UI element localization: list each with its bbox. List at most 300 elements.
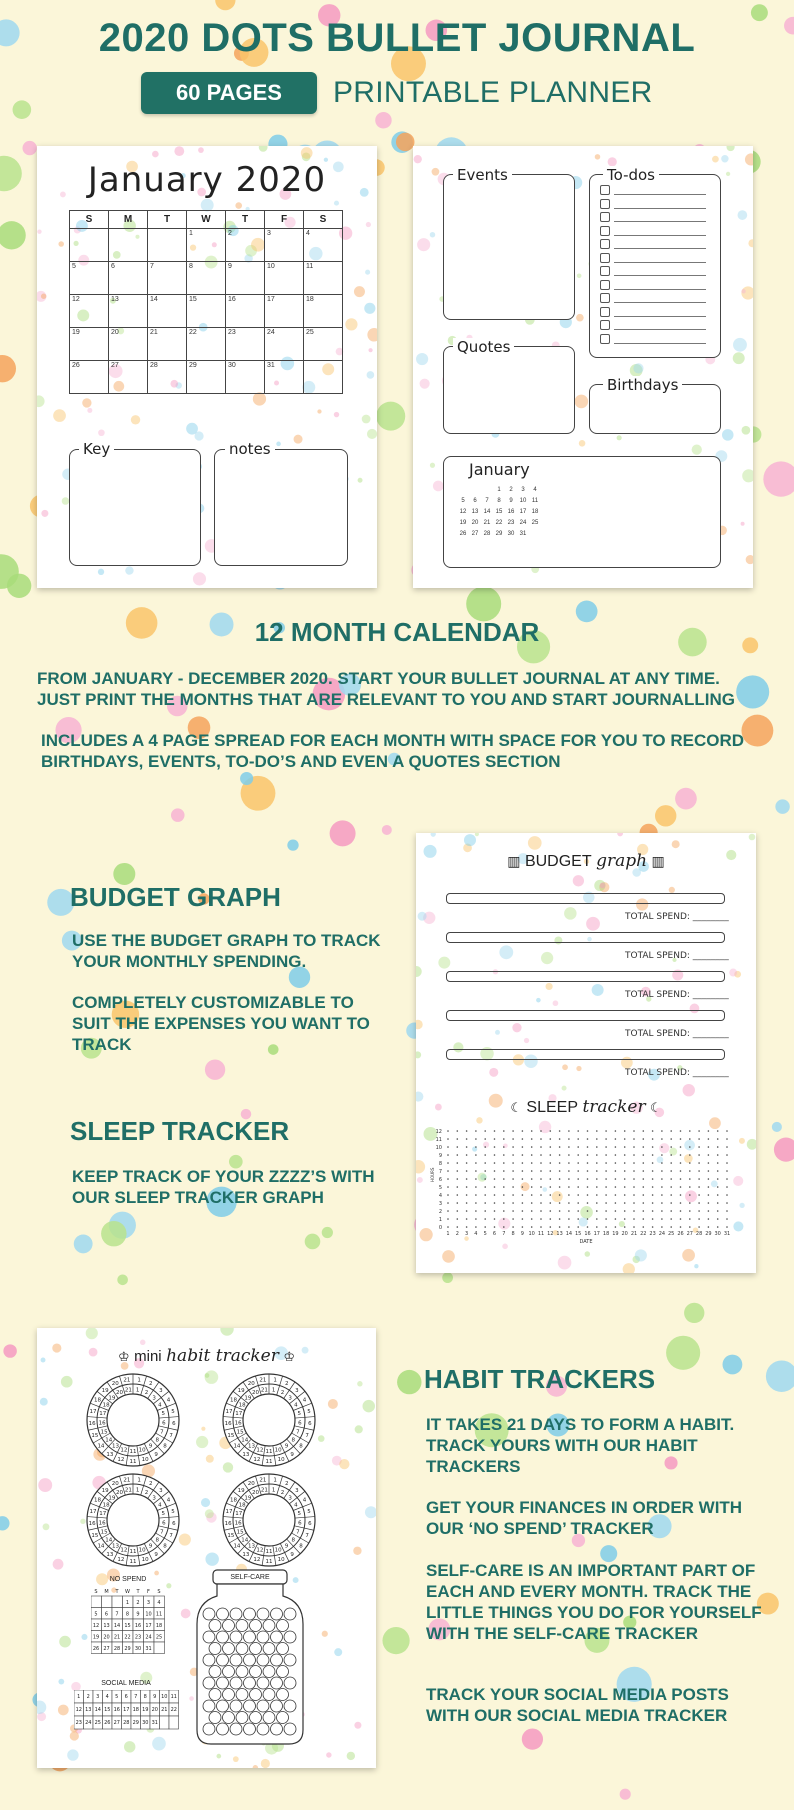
sleep-grid-dot [475,1162,477,1164]
calendar-day: 12 [70,295,109,328]
confetti-dot [620,1789,631,1800]
self-care-bubble [236,1689,248,1701]
sleep-x-tick: 25 [668,1231,675,1237]
sleep-grid-dot [447,1226,449,1228]
sleep-grid-dot [559,1170,561,1172]
confetti-dot [287,839,298,850]
sleep-grid-dot [568,1146,570,1148]
self-care-bubble [250,1712,262,1724]
ring-day-number: 10 [141,1557,149,1564]
social-media-label: SOCIAL MEDIA [101,1680,151,1687]
sleep-grid-dot [605,1194,607,1196]
sleep-grid-dot [717,1218,719,1220]
sleep-grid-dot [577,1194,579,1196]
sleep-x-tick: 27 [686,1231,693,1237]
sleep-grid-dot [568,1130,570,1132]
sleep-grid-dot [457,1210,459,1212]
confetti-dot [723,1355,743,1375]
sleep-grid-dot [661,1202,663,1204]
sleep-grid-dot [484,1194,486,1196]
sleep-grid-dot [689,1194,691,1196]
ring-day-number: 16 [234,1420,242,1427]
page-dot [635,1249,647,1261]
ring-day-number: 19 [101,1387,109,1394]
sleep-grid-dot [475,1186,477,1188]
ring-day-number: 12 [120,1447,128,1454]
sleep-grid-dot [680,1202,682,1204]
social-media-day: 28 [123,1720,130,1726]
sleep-grid-dot [661,1186,663,1188]
no-spend-weekday: T [136,1589,140,1595]
confetti-dot [774,1138,794,1162]
calendar-day [70,229,109,262]
sleep-grid-dot [680,1218,682,1220]
sleep-grid-dot [726,1178,728,1180]
sleep-grid-dot [661,1138,663,1140]
ring-day-number: 14 [97,1443,105,1450]
page-dot [334,1648,342,1656]
confetti-dot [215,0,235,10]
ring-day-number: 17 [99,1411,107,1418]
no-spend-cell [112,1596,123,1608]
todo-line [614,194,706,195]
habit-title-b: habit tracker [166,1346,279,1366]
sleep-grid-dot [624,1162,626,1164]
sleep-grid-dot [670,1138,672,1140]
sleep-grid-dot [484,1170,486,1172]
page-dot [416,1020,423,1029]
social-media-day: 17 [123,1707,130,1713]
sleep-grid-dot [559,1146,561,1148]
confetti-dot [675,788,697,810]
sleep-grid-dot [577,1146,579,1148]
sleep-grid-dot [615,1210,617,1212]
sleep-grid-dot [447,1154,449,1156]
sleep-grid-dot [670,1218,672,1220]
sleep-y-tick: 12 [435,1129,442,1135]
confetti-dot [522,1728,543,1749]
sleep-grid-dot [447,1186,449,1188]
sleep-grid-dot [652,1194,654,1196]
sleep-grid-dot [559,1138,561,1140]
no-spend-day: 2 [136,1600,140,1606]
mini-day: 4 [533,486,537,493]
ring-day-number: 10 [274,1447,282,1454]
ring-day-number: 6 [162,1520,166,1527]
sleep-grid-dot [466,1218,468,1220]
page-dot [575,395,589,409]
no-spend-day: 9 [136,1611,140,1618]
sleep-grid-dot [577,1186,579,1188]
ring-day-number: 5 [171,1508,175,1515]
no-spend-day: 22 [124,1634,131,1641]
sleep-grid-dot [568,1194,570,1196]
confetti-dot [171,808,185,822]
sleep-grid-dot [568,1210,570,1212]
sleep-grid-dot [633,1186,635,1188]
page-dot [558,1256,572,1270]
confetti-dot [397,1370,421,1394]
page-dot [528,836,542,850]
sleep-grid-dot [605,1202,607,1204]
sleep-grid-dot [605,1210,607,1212]
self-care-bubble [244,1723,256,1735]
social-media-day: 16 [113,1707,120,1713]
sleep-grid-dot [550,1138,552,1140]
calendar-day: 30 [226,361,265,394]
page-dot [367,371,375,379]
total-spend-label: TOTAL SPEND: ________ [625,1029,729,1039]
ring-day-number: 20 [247,1381,255,1388]
page-dot [193,572,206,585]
ring-day-number: 5 [307,1408,311,1415]
sleep-grid-dot [708,1170,710,1172]
page-dot [416,1051,421,1058]
events-label: Events [453,166,512,184]
ring-day-number: 15 [100,1429,108,1436]
page-dot [600,883,606,889]
page-dot [276,442,281,447]
ring-day-number: 10 [274,1547,282,1554]
ring-day-number: 5 [297,1511,301,1518]
sleep-grid-dot [577,1162,579,1164]
sleep-grid-dot [522,1138,524,1140]
quotes-box [443,346,575,434]
mini-day: 2 [509,486,513,493]
ring-day-number: 6 [172,1421,176,1428]
weekday-header: S [304,211,343,229]
sleep-grid-dot [484,1146,486,1148]
sleep-grid-dot [550,1202,552,1204]
page-dot [722,429,734,441]
sleep-grid-dot [466,1226,468,1228]
page-dot [235,202,242,209]
ring-day-number: 3 [295,1387,299,1394]
ring-day-number: 9 [154,1451,158,1458]
calendar-day: 6 [109,262,148,295]
self-care-bubble [271,1608,283,1620]
ring-day-number: 16 [234,1520,242,1527]
sleep-x-tick: 28 [695,1231,703,1237]
sleep-grid-dot [717,1186,719,1188]
calendar-day: 4 [304,229,343,262]
sleep-grid-dot [605,1162,607,1164]
self-care-bubble [209,1620,221,1632]
ring-day-number: 21 [123,1377,131,1384]
sleep-grid-dot [531,1170,533,1172]
mini-day: 17 [519,508,527,515]
sleep-grid-dot [503,1202,505,1204]
calendar-day: 21 [148,328,187,361]
sleep-grid-dot [577,1178,579,1180]
sleep-grid-dot [670,1170,672,1172]
monthly-spread-preview [413,146,753,588]
page-dot [253,392,266,405]
confetti-dot [205,1060,225,1080]
habit-tracker-page-preview [37,1328,376,1768]
sleep-grid-dot [475,1130,477,1132]
sleep-grid-dot [698,1210,700,1212]
habit-paragraph-3: SELF-CARE IS AN IMPORTANT PART OF EACH AND EVERY MONTH. TRACK THE LITTLE THINGS YOU DO FOR YOURSELF WITH THE SELF-CARE TRACKER [426,1561,762,1643]
calendar-day: 18 [304,295,343,328]
sleep-x-tick: 20 [621,1231,628,1237]
self-care-bubble [230,1677,242,1689]
ring-day-number: 16 [224,1521,232,1528]
sleep-grid-dot [596,1226,598,1228]
no-spend-day: 31 [145,1646,152,1652]
calendar-day [304,361,343,394]
ring-day-number: 9 [290,1451,294,1458]
sleep-grid-dot [522,1146,524,1148]
sleep-grid-dot [503,1130,505,1132]
mini-day: 18 [531,508,539,515]
sleep-grid-dot [540,1210,542,1212]
sleep-grid-dot [643,1226,645,1228]
self-care-bubble [230,1654,242,1666]
sleep-grid-dot [652,1162,654,1164]
sleep-grid-dot [466,1170,468,1172]
social-media-day: 1 [77,1694,81,1700]
sleep-grid-dot [726,1226,728,1228]
ring-day-number: 19 [237,1487,245,1494]
no-spend-day: 18 [155,1623,163,1629]
sleep-grid-dot [624,1210,626,1212]
page-dot [59,1636,71,1648]
sleep-grid-dot [708,1146,710,1148]
self-care-bubble [209,1712,221,1724]
ring-day-number: 9 [148,1543,153,1550]
sleep-grid-dot [633,1170,635,1172]
sleep-grid-dot [550,1186,552,1188]
social-media-day: 4 [105,1694,109,1700]
sleep-title-b: tracker [582,1097,646,1117]
mini-week [457,495,541,506]
ring-day-number: 15 [100,1529,108,1536]
ring-day-number: 3 [295,1487,299,1494]
page-dot [562,1086,567,1091]
ring-day-number: 14 [233,1443,241,1450]
sleep-grid-dot [587,1154,589,1156]
self-care-bubble [263,1712,275,1724]
sleep-grid-dot [717,1146,719,1148]
self-care-bubble [244,1654,256,1666]
sleep-grid-dot [457,1170,459,1172]
ring-day-number: 8 [155,1437,159,1444]
sleep-grid-dot [596,1178,598,1180]
sleep-grid-dot [670,1194,672,1196]
calendar-day: 22 [187,328,226,361]
ring-day-number: 16 [88,1521,96,1528]
ring-day-number: 17 [235,1511,243,1518]
ring-day-number: 18 [93,1397,101,1404]
sleep-x-tick: 22 [640,1231,647,1237]
sleep-grid-dot [605,1130,607,1132]
pages-badge: 60 PAGES [141,72,317,114]
sleep-grid-dot [615,1218,617,1220]
self-care-bubble [223,1620,235,1632]
self-care-bubble [244,1700,256,1712]
page-dot [495,1030,500,1035]
todo-line [614,262,706,263]
sleep-grid-dot [577,1170,579,1172]
sleep-grid-dot [633,1226,635,1228]
mini-day [469,484,481,495]
sleep-grid-dot [550,1146,552,1148]
page-dot [354,1722,361,1729]
sleep-heading: SLEEP TRACKER [70,1116,290,1146]
sleep-grid-dot [624,1130,626,1132]
sleep-grid-dot [577,1202,579,1204]
todo-checkbox [600,293,610,303]
sleep-grid-dot [512,1226,514,1228]
sleep-grid-dot [680,1194,682,1196]
ring-day-number: 14 [241,1537,249,1544]
sleep-x-tick: 10 [528,1231,535,1237]
sleep-grid-dot [447,1146,449,1148]
sleep-grid-dot [689,1178,691,1180]
ring-day-number: 18 [229,1497,237,1504]
sleep-grid-dot [540,1218,542,1220]
sleep-grid-dot [652,1210,654,1212]
todo-line [614,248,706,249]
self-care-bubble [217,1654,229,1666]
budget-paragraph-1: USE THE BUDGET GRAPH TO TRACK YOUR MONTHLY SPENDING. [72,931,381,971]
ring-day-number: 12 [120,1547,128,1554]
ring-day-number: 4 [294,1402,298,1409]
sleep-grid-dot [531,1226,533,1228]
ring-day-number: 6 [298,1520,302,1527]
sleep-grid-dot [577,1218,579,1220]
page-dot [367,328,377,342]
sleep-grid-dot [587,1138,589,1140]
self-care-bubble [223,1689,235,1701]
sleep-x-tick: 5 [483,1231,487,1237]
ring-day-number: 3 [159,1487,163,1494]
sleep-grid-dot [457,1138,459,1140]
page-dot [577,273,582,278]
sleep-y-tick: 8 [438,1161,442,1167]
self-care-bubble [244,1608,256,1620]
sleep-title [416,1097,756,1117]
mini-day: 14 [483,508,491,515]
ring-day-number: 20 [111,1481,119,1488]
page-dot [365,270,370,275]
no-spend-day: 20 [103,1634,110,1641]
sleep-grid-dot [475,1202,477,1204]
ring-day-number: 17 [89,1508,97,1515]
page-dot [368,348,372,352]
sleep-y-tick: 11 [435,1137,442,1143]
sleep-grid-dot [568,1226,570,1228]
sleep-grid-dot [708,1186,710,1188]
sleep-grid-dot [475,1194,477,1196]
sleep-y-tick: 3 [438,1201,442,1207]
social-media-day: 6 [124,1694,128,1700]
ring-day-number: 13 [242,1551,250,1558]
mini-day: 11 [531,497,539,504]
sleep-grid-dot [596,1210,598,1212]
ring-day-number: 15 [227,1532,235,1539]
mini-day: 21 [483,519,491,526]
page-dot [37,229,41,233]
sleep-grid-dot [531,1162,533,1164]
ring-day-number: 15 [91,1432,99,1439]
sleep-grid-dot [615,1202,617,1204]
sleep-grid-dot [587,1226,589,1228]
sleep-grid-dot [466,1138,468,1140]
no-spend-day: 21 [113,1634,121,1641]
sleep-grid-dot [661,1218,663,1220]
sleep-grid-dot [577,1210,579,1212]
calendar-day: 2 [226,229,265,262]
page-dot [553,1000,559,1006]
habit-paragraph-4: TRACK YOUR SOCIAL MEDIA POSTS WITH OUR SOCIAL MEDIA TRACKER [426,1685,729,1725]
sleep-grid-dot [624,1146,626,1148]
confetti-dot [766,1360,794,1392]
ring-day-number: 21 [260,1387,268,1394]
sleep-grid-dot [652,1154,654,1156]
sleep-grid-dot [466,1202,468,1204]
weekday-header: M [109,211,148,229]
page-dot [417,1177,423,1183]
sleep-grid-dot [670,1130,672,1132]
social-media-day: 11 [170,1694,177,1700]
sleep-grid-dot [447,1170,449,1172]
page-dot [414,155,422,163]
confetti-dot [382,1627,409,1654]
page-title: 2020 DOTS BULLET JOURNAL [98,16,696,60]
sleep-grid-dot [550,1170,552,1172]
sleep-x-tick: 30 [714,1231,721,1237]
ring-day-number: 7 [296,1429,300,1436]
sleep-grid-dot [633,1146,635,1148]
sleep-grid-dot [447,1162,449,1164]
page-dot [475,833,479,836]
sleep-grid-dot [457,1186,459,1188]
sleep-grid-dot [605,1186,607,1188]
sleep-grid-dot [531,1154,533,1156]
notes-box [214,449,348,566]
sleep-grid-dot [680,1162,682,1164]
budget-paragraph-2: COMPLETELY CUSTOMIZABLE TO SUIT THE EXPENSES YOU WANT TO TRACK [72,993,370,1054]
social-media-day: 27 [113,1720,120,1726]
habit-ring [87,1474,179,1566]
ring-day-number: 13 [106,1551,114,1558]
page-dot [81,1634,87,1640]
sleep-grid-dot [596,1218,598,1220]
ring-day-number: 18 [102,1402,110,1409]
mini-day: 8 [497,497,501,504]
sleep-grid-dot [568,1162,570,1164]
social-media-day: 5 [115,1694,119,1700]
sleep-grid-dot [596,1138,598,1140]
self-care-bubble [277,1643,289,1655]
sleep-grid-dot [512,1162,514,1164]
page-dot [418,912,427,921]
self-care-bubble [203,1631,215,1643]
mini-day: 15 [495,508,503,515]
sleep-grid-dot [559,1210,561,1212]
no-spend-day: 12 [92,1623,100,1629]
trophy-icon: ♔ [118,1349,130,1364]
page-dot [67,1749,78,1760]
page-dot [595,154,601,160]
sleep-grid-dot [670,1154,672,1156]
self-care-bubble [277,1689,289,1701]
sleep-grid-dot [680,1154,682,1156]
self-care-bubble [230,1631,242,1643]
sleep-grid-dot [708,1194,710,1196]
